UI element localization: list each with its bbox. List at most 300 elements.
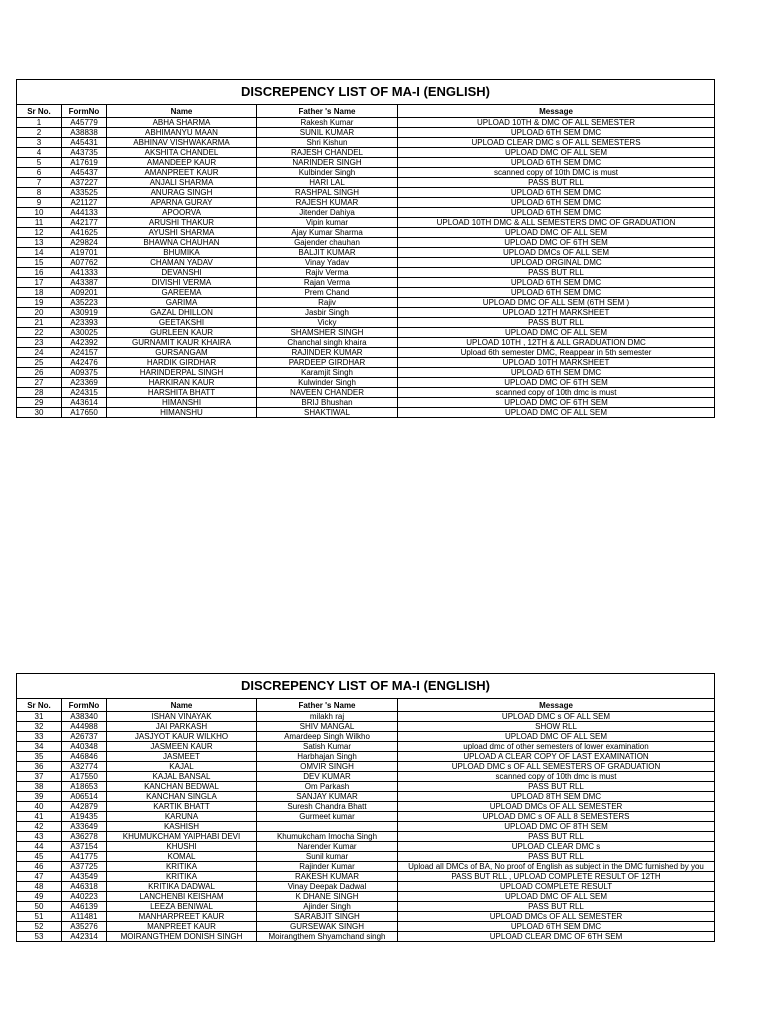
table-title: DISCREPENCY LIST OF MA-I (ENGLISH): [17, 80, 715, 105]
cell-father-name: Karamjit Singh: [257, 368, 398, 378]
cell-name: KARTIK BHATT: [107, 802, 257, 812]
cell-formno: A42476: [62, 358, 107, 368]
cell-message: UPLOAD DMC s OF ALL 8 SEMESTERS: [398, 812, 715, 822]
cell-formno: A11481: [62, 912, 107, 922]
cell-name: APOORVA: [107, 208, 257, 218]
cell-formno: A41775: [62, 852, 107, 862]
cell-message: UPLOAD DMC OF ALL SEM: [398, 148, 715, 158]
cell-sr-no: 10: [17, 208, 62, 218]
cell-message: UPLOAD CLEAR DMC s: [398, 842, 715, 852]
cell-name: GURSANGAM: [107, 348, 257, 358]
cell-sr-no: 2: [17, 128, 62, 138]
cell-father-name: HARI LAL: [257, 178, 398, 188]
cell-name: GURNAMIT KAUR KHAIRA: [107, 338, 257, 348]
cell-sr-no: 31: [17, 712, 62, 722]
cell-sr-no: 29: [17, 398, 62, 408]
cell-name: KHUSHI: [107, 842, 257, 852]
cell-message: PASS BUT RLL , UPLOAD COMPLETE RESULT OF 12TH: [398, 872, 715, 882]
cell-father-name: Ajay Kumar Sharma: [257, 228, 398, 238]
table-row: [17, 842, 715, 852]
table-row: [17, 772, 715, 782]
cell-message: UPLOAD 6TH SEM DMC: [398, 188, 715, 198]
cell-sr-no: 36: [17, 762, 62, 772]
cell-sr-no: 15: [17, 258, 62, 268]
cell-sr-no: 33: [17, 732, 62, 742]
cell-father-name: NAVEEN CHANDER: [257, 388, 398, 398]
cell-formno: A40348: [62, 742, 107, 752]
cell-message: upload dmc of other semesters of lower examination: [398, 742, 715, 752]
cell-father-name: Khumukcham Imocha Singh: [257, 832, 398, 842]
table-row: [17, 218, 715, 228]
cell-formno: A43735: [62, 148, 107, 158]
cell-sr-no: 34: [17, 742, 62, 752]
table-row: [17, 278, 715, 288]
table-row: [17, 398, 715, 408]
cell-name: APARNA GURAY: [107, 198, 257, 208]
table-row: [17, 742, 715, 752]
cell-message: UPLOAD 10TH MARKSHEET: [398, 358, 715, 368]
cell-father-name: [257, 822, 398, 832]
cell-father-name: BALJIT KUMAR: [257, 248, 398, 258]
cell-father-name: milakh raj: [257, 712, 398, 722]
cell-name: KHUMUKCHAM YAIPHABI DEVI: [107, 832, 257, 842]
cell-sr-no: 48: [17, 882, 62, 892]
cell-formno: A24315: [62, 388, 107, 398]
cell-formno: A42879: [62, 802, 107, 812]
cell-message: UPLOAD CLEAR DMC s OF ALL SEMESTERS: [398, 138, 715, 148]
cell-name: AMANPREET KAUR: [107, 168, 257, 178]
table-row: [17, 902, 715, 912]
cell-father-name: Vipin kumar: [257, 218, 398, 228]
cell-name: ABHINAV VISHWAKARMA: [107, 138, 257, 148]
cell-message: scanned copy of 10th dmc is must: [398, 388, 715, 398]
cell-formno: A43549: [62, 872, 107, 882]
cell-name: DEVANSHI: [107, 268, 257, 278]
cell-formno: A09375: [62, 368, 107, 378]
header-father-name: Father 's Name: [257, 699, 398, 712]
cell-sr-no: 25: [17, 358, 62, 368]
header-sr-no: Sr No.: [17, 699, 62, 712]
table-row: [17, 732, 715, 742]
cell-message: UPLOAD DMC OF 8TH SEM: [398, 822, 715, 832]
cell-father-name: SHIV MANGAL: [257, 722, 398, 732]
cell-message: UPLOAD DMC OF ALL SEM: [398, 732, 715, 742]
cell-sr-no: 18: [17, 288, 62, 298]
cell-father-name: BRIJ Bhushan: [257, 398, 398, 408]
cell-message: UPLOAD ORGINAL DMC: [398, 258, 715, 268]
cell-message: PASS BUT RLL: [398, 832, 715, 842]
cell-name: ARUSHI THAKUR: [107, 218, 257, 228]
cell-name: ANURAG SINGH: [107, 188, 257, 198]
cell-message: UPLOAD COMPLETE RESULT: [398, 882, 715, 892]
table-row: [17, 852, 715, 862]
cell-formno: A37227: [62, 178, 107, 188]
cell-name: AKSHITA CHANDEL: [107, 148, 257, 158]
table-row: [17, 872, 715, 882]
cell-name: HARKIRAN KAUR: [107, 378, 257, 388]
cell-sr-no: 44: [17, 842, 62, 852]
cell-sr-no: 46: [17, 862, 62, 872]
cell-message: PASS BUT RLL: [398, 268, 715, 278]
cell-father-name: Amardeep Singh Wilkho: [257, 732, 398, 742]
cell-name: JAI PARKASH: [107, 722, 257, 732]
table-row: [17, 328, 715, 338]
table-row: [17, 308, 715, 318]
cell-message: UPLOAD DMCs OF ALL SEM: [398, 248, 715, 258]
cell-formno: A38340: [62, 712, 107, 722]
cell-formno: A42392: [62, 338, 107, 348]
cell-formno: A37725: [62, 862, 107, 872]
cell-sr-no: 11: [17, 218, 62, 228]
cell-father-name: NARINDER SINGH: [257, 158, 398, 168]
cell-message: UPLOAD DMC OF ALL SEM: [398, 228, 715, 238]
cell-message: UPLOAD 10TH & DMC OF ALL SEMESTER: [398, 118, 715, 128]
cell-message: UPLOAD DMC OF ALL SEM (6TH SEM ): [398, 298, 715, 308]
table-row: [17, 208, 715, 218]
header-sr-no: Sr No.: [17, 105, 62, 118]
cell-formno: A46318: [62, 882, 107, 892]
cell-name: KANCHAN BEDWAL: [107, 782, 257, 792]
cell-message: Upload 6th semester DMC, Reappear in 5th semester: [398, 348, 715, 358]
table-row: [17, 238, 715, 248]
cell-sr-no: 53: [17, 932, 62, 942]
table-row: [17, 922, 715, 932]
cell-sr-no: 49: [17, 892, 62, 902]
cell-name: KOMAL: [107, 852, 257, 862]
cell-father-name: Narender Kumar: [257, 842, 398, 852]
cell-name: GURLEEN KAUR: [107, 328, 257, 338]
cell-sr-no: 26: [17, 368, 62, 378]
cell-name: AMANDEEP KAUR: [107, 158, 257, 168]
cell-father-name: Kulbinder Singh: [257, 168, 398, 178]
table-row: [17, 288, 715, 298]
table-row: [17, 158, 715, 168]
cell-name: HIMANSHI: [107, 398, 257, 408]
table-row: [17, 408, 715, 418]
cell-father-name: Shri Kishun: [257, 138, 398, 148]
cell-formno: A43387: [62, 278, 107, 288]
cell-sr-no: 41: [17, 812, 62, 822]
table-row: [17, 378, 715, 388]
table-row: [17, 822, 715, 832]
cell-formno: A19701: [62, 248, 107, 258]
cell-name: HARSHITA BHATT: [107, 388, 257, 398]
cell-formno: A45779: [62, 118, 107, 128]
header-name: Name: [107, 699, 257, 712]
cell-father-name: SHAKTIWAL: [257, 408, 398, 418]
cell-message: PASS BUT RLL: [398, 852, 715, 862]
cell-message: UPLOAD A CLEAR COPY OF LAST EXAMINATION: [398, 752, 715, 762]
cell-sr-no: 40: [17, 802, 62, 812]
cell-sr-no: 28: [17, 388, 62, 398]
cell-formno: A17619: [62, 158, 107, 168]
cell-message: scanned copy of 10th DMC is must: [398, 168, 715, 178]
cell-message: UPLOAD 12TH MARKSHEET: [398, 308, 715, 318]
cell-father-name: Rajan Verma: [257, 278, 398, 288]
table-row: [17, 882, 715, 892]
cell-father-name: Chanchal singh khaira: [257, 338, 398, 348]
cell-father-name: Ajinder Singh: [257, 902, 398, 912]
table-row: [17, 892, 715, 902]
cell-sr-no: 22: [17, 328, 62, 338]
table-row: [17, 862, 715, 872]
table-row: [17, 832, 715, 842]
table-title: DISCREPENCY LIST OF MA-I (ENGLISH): [17, 674, 715, 699]
cell-message: UPLOAD DMC s OF ALL SEMESTERS OF GRADUATION: [398, 762, 715, 772]
cell-name: JASMEEN KAUR: [107, 742, 257, 752]
header-row: [17, 699, 715, 712]
table-row: [17, 338, 715, 348]
cell-father-name: Rajinder Kumar: [257, 862, 398, 872]
cell-sr-no: 30: [17, 408, 62, 418]
table-row: [17, 188, 715, 198]
cell-formno: A45431: [62, 138, 107, 148]
cell-father-name: Rakesh Kumar: [257, 118, 398, 128]
cell-sr-no: 12: [17, 228, 62, 238]
cell-sr-no: 13: [17, 238, 62, 248]
cell-father-name: Vinay Yadav: [257, 258, 398, 268]
cell-formno: A46846: [62, 752, 107, 762]
cell-formno: A09201: [62, 288, 107, 298]
table-body: [17, 712, 715, 942]
cell-message: UPLOAD DMC OF ALL SEM: [398, 408, 715, 418]
table-row: [17, 358, 715, 368]
discrepancy-table-2: [16, 673, 714, 942]
cell-name: GAZAL DHILLON: [107, 308, 257, 318]
cell-father-name: SHAMSHER SINGH: [257, 328, 398, 338]
cell-name: LANCHENBI KEISHAM: [107, 892, 257, 902]
cell-father-name: Jasbir Singh: [257, 308, 398, 318]
cell-sr-no: 24: [17, 348, 62, 358]
cell-message: UPLOAD DMC OF 6TH SEM: [398, 378, 715, 388]
cell-sr-no: 20: [17, 308, 62, 318]
cell-message: Upload all DMCs of BA, No proof of English as subject in the DMC furnished by you: [398, 862, 715, 872]
cell-message: UPLOAD DMC s OF ALL SEM: [398, 712, 715, 722]
table-row: [17, 128, 715, 138]
cell-message: UPLOAD DMC OF ALL SEM: [398, 328, 715, 338]
cell-message: UPLOAD CLEAR DMC OF 6TH SEM: [398, 932, 715, 942]
cell-father-name: Harbhajan Singh: [257, 752, 398, 762]
cell-father-name: PARDEEP GIRDHAR: [257, 358, 398, 368]
cell-sr-no: 52: [17, 922, 62, 932]
cell-formno: A40223: [62, 892, 107, 902]
cell-formno: A26737: [62, 732, 107, 742]
cell-message: UPLOAD 6TH SEM DMC: [398, 128, 715, 138]
cell-name: BHUMIKA: [107, 248, 257, 258]
cell-formno: A43614: [62, 398, 107, 408]
table-row: [17, 228, 715, 238]
header-father-name: Father 's Name: [257, 105, 398, 118]
cell-name: KRITIKA: [107, 872, 257, 882]
cell-formno: A24157: [62, 348, 107, 358]
header-row: [17, 105, 715, 118]
cell-formno: A19435: [62, 812, 107, 822]
cell-father-name: Suresh Chandra Bhatt: [257, 802, 398, 812]
cell-name: DIVISHI VERMA: [107, 278, 257, 288]
cell-sr-no: 9: [17, 198, 62, 208]
cell-message: UPLOAD DMCs OF ALL SEMESTER: [398, 802, 715, 812]
header-formno: FormNo: [62, 699, 107, 712]
cell-formno: A33525: [62, 188, 107, 198]
table-row: [17, 138, 715, 148]
cell-formno: A29824: [62, 238, 107, 248]
table-row: [17, 148, 715, 158]
table-row: [17, 812, 715, 822]
cell-message: UPLOAD 6TH SEM DMC: [398, 278, 715, 288]
table-row: [17, 752, 715, 762]
table-row: [17, 258, 715, 268]
cell-name: MANHARPREET KAUR: [107, 912, 257, 922]
cell-message: UPLOAD 8TH SEM DMC: [398, 792, 715, 802]
cell-name: HARDIK GIRDHAR: [107, 358, 257, 368]
cell-sr-no: 17: [17, 278, 62, 288]
table-row: [17, 782, 715, 792]
cell-name: KAJAL BANSAL: [107, 772, 257, 782]
cell-father-name: RAJESH CHANDEL: [257, 148, 398, 158]
table-row: [17, 118, 715, 128]
table-row: [17, 298, 715, 308]
cell-name: KRITIKA DADWAL: [107, 882, 257, 892]
cell-message: UPLOAD DMC OF ALL SEM: [398, 892, 715, 902]
header-message: Message: [398, 699, 715, 712]
cell-father-name: RAJESH KUMAR: [257, 198, 398, 208]
header-message: Message: [398, 105, 715, 118]
cell-formno: A32774: [62, 762, 107, 772]
cell-formno: A35276: [62, 922, 107, 932]
table-row: [17, 348, 715, 358]
cell-father-name: Om Parkash: [257, 782, 398, 792]
cell-message: UPLOAD DMC OF 6TH SEM: [398, 238, 715, 248]
cell-sr-no: 50: [17, 902, 62, 912]
cell-message: PASS BUT RLL: [398, 178, 715, 188]
table-row: [17, 932, 715, 942]
cell-sr-no: 37: [17, 772, 62, 782]
table-row: [17, 712, 715, 722]
cell-name: ABHA SHARMA: [107, 118, 257, 128]
cell-message: UPLOAD 6TH SEM DMC: [398, 288, 715, 298]
cell-formno: A23393: [62, 318, 107, 328]
cell-message: UPLOAD 10TH , 12TH & ALL GRADUATION DMC: [398, 338, 715, 348]
cell-formno: A42314: [62, 932, 107, 942]
cell-sr-no: 5: [17, 158, 62, 168]
cell-sr-no: 45: [17, 852, 62, 862]
cell-father-name: Gajender chauhan: [257, 238, 398, 248]
cell-formno: A42177: [62, 218, 107, 228]
cell-formno: A06514: [62, 792, 107, 802]
cell-name: JASMEET: [107, 752, 257, 762]
cell-message: scanned copy of 10th dmc is must: [398, 772, 715, 782]
cell-name: KRITIKA: [107, 862, 257, 872]
cell-sr-no: 32: [17, 722, 62, 732]
cell-message: SHOW RLL: [398, 722, 715, 732]
cell-name: KASHISH: [107, 822, 257, 832]
cell-name: HIMANSHU: [107, 408, 257, 418]
cell-name: ABHIMANYU MAAN: [107, 128, 257, 138]
cell-sr-no: 21: [17, 318, 62, 328]
cell-father-name: Vicky: [257, 318, 398, 328]
cell-sr-no: 4: [17, 148, 62, 158]
cell-name: GARIMA: [107, 298, 257, 308]
cell-sr-no: 14: [17, 248, 62, 258]
cell-sr-no: 8: [17, 188, 62, 198]
cell-formno: A18653: [62, 782, 107, 792]
cell-sr-no: 23: [17, 338, 62, 348]
cell-father-name: SANJAY KUMAR: [257, 792, 398, 802]
cell-message: UPLOAD 6TH SEM DMC: [398, 158, 715, 168]
table-row: [17, 912, 715, 922]
cell-name: KAJAL: [107, 762, 257, 772]
cell-father-name: Gurmeet kumar: [257, 812, 398, 822]
cell-name: LEEZA BENIWAL: [107, 902, 257, 912]
cell-sr-no: 16: [17, 268, 62, 278]
cell-message: UPLOAD 6TH SEM DMC: [398, 208, 715, 218]
cell-name: HARINDERPAL SINGH: [107, 368, 257, 378]
cell-name: ANJALI SHARMA: [107, 178, 257, 188]
cell-formno: A37154: [62, 842, 107, 852]
cell-formno: A41333: [62, 268, 107, 278]
table-row: [17, 318, 715, 328]
cell-formno: A38838: [62, 128, 107, 138]
table-row: [17, 722, 715, 732]
cell-formno: A44133: [62, 208, 107, 218]
table-row: [17, 168, 715, 178]
cell-name: AYUSHI SHARMA: [107, 228, 257, 238]
table-row: [17, 792, 715, 802]
cell-name: GEETAKSHI: [107, 318, 257, 328]
cell-message: PASS BUT RLL: [398, 782, 715, 792]
table-row: [17, 268, 715, 278]
cell-formno: A41625: [62, 228, 107, 238]
cell-formno: A30919: [62, 308, 107, 318]
cell-sr-no: 51: [17, 912, 62, 922]
cell-formno: A21127: [62, 198, 107, 208]
cell-father-name: RASHPAL SINGH: [257, 188, 398, 198]
cell-father-name: Moirangthem Shyamchand singh: [257, 932, 398, 942]
cell-message: UPLOAD DMC OF 6TH SEM: [398, 398, 715, 408]
cell-message: UPLOAD 6TH SEM DMC: [398, 922, 715, 932]
cell-father-name: K DHANE SINGH: [257, 892, 398, 902]
table-row: [17, 388, 715, 398]
table-row: [17, 198, 715, 208]
cell-father-name: SUNIL KUMAR: [257, 128, 398, 138]
cell-formno: A35223: [62, 298, 107, 308]
cell-name: GAREEMA: [107, 288, 257, 298]
table-row: [17, 178, 715, 188]
cell-father-name: Sunil kumar: [257, 852, 398, 862]
cell-father-name: RAJINDER KUMAR: [257, 348, 398, 358]
cell-name: ISHAN VINAYAK: [107, 712, 257, 722]
cell-father-name: GURSEWAK SINGH: [257, 922, 398, 932]
cell-father-name: Satish Kumar: [257, 742, 398, 752]
header-name: Name: [107, 105, 257, 118]
cell-name: JASJYOT KAUR WILKHO: [107, 732, 257, 742]
cell-sr-no: 47: [17, 872, 62, 882]
cell-father-name: DEV KUMAR: [257, 772, 398, 782]
cell-father-name: RAKESH KUMAR: [257, 872, 398, 882]
cell-message: UPLOAD 6TH SEM DMC: [398, 368, 715, 378]
discrepancy-table-1: [16, 79, 714, 418]
table-row: [17, 368, 715, 378]
cell-name: KANCHAN SINGLA: [107, 792, 257, 802]
cell-sr-no: 3: [17, 138, 62, 148]
table-body: [17, 118, 715, 418]
cell-message: UPLOAD 6TH SEM DMC: [398, 198, 715, 208]
cell-formno: A17650: [62, 408, 107, 418]
cell-formno: A23369: [62, 378, 107, 388]
cell-sr-no: 38: [17, 782, 62, 792]
cell-name: BHAWNA CHAUHAN: [107, 238, 257, 248]
cell-sr-no: 19: [17, 298, 62, 308]
